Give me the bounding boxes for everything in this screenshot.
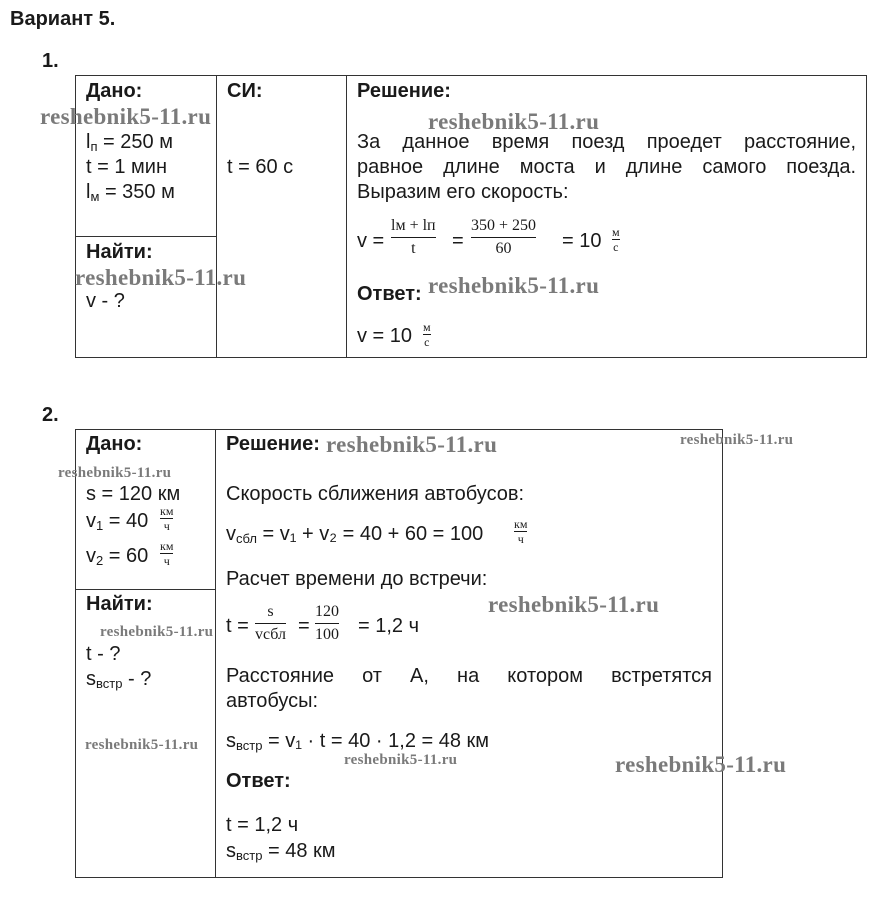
fraction-lengths-over-time: lм + lп t bbox=[391, 217, 436, 257]
given-length-bridge: $l_м = 350$ м bbox=[86, 181, 175, 204]
given-label-2: Дано: bbox=[86, 433, 143, 455]
answer-distance: $s_{встр} = 48$ км bbox=[226, 840, 336, 863]
watermark: reshebnik5-11.ru bbox=[680, 432, 794, 448]
step-3-formula: $s_{встр} = v_1 \cdot t = 40 \cdot 1,2 = 48$ км bbox=[226, 730, 490, 753]
answer-time: t = 1,2 ч bbox=[226, 814, 299, 836]
solution-text-line-1: За данное время поезд проедет расстояние, bbox=[357, 131, 856, 153]
solution-label-2: Решение: bbox=[226, 433, 320, 455]
given-distance: s = 120 км bbox=[86, 483, 181, 505]
watermark: reshebnik5-11.ru bbox=[40, 104, 212, 129]
step-2-text: Расчет времени до встречи: bbox=[226, 568, 488, 590]
watermark: reshebnik5-11.ru bbox=[326, 432, 498, 457]
find-value: v - ? bbox=[86, 290, 125, 312]
watermark: reshebnik5-11.ru bbox=[428, 273, 600, 298]
page-title: Вариант 5. bbox=[10, 8, 116, 30]
unit-m-per-s: м с bbox=[612, 225, 620, 254]
watermark: reshebnik5-11.ru bbox=[615, 752, 787, 777]
answer-unit: м с bbox=[423, 320, 431, 349]
solution-text-line-3: Выразим его скорость: bbox=[357, 181, 569, 203]
given-label: Дано: bbox=[86, 80, 143, 102]
find-meeting-distance: $s_{встр}$ - ? bbox=[86, 668, 152, 691]
given-speed-1-unit: км ч bbox=[160, 504, 174, 533]
si-label: СИ: bbox=[227, 80, 263, 102]
problem-2-number: 2. bbox=[42, 404, 59, 426]
answer-label: Ответ: bbox=[357, 283, 422, 305]
watermark: reshebnik5-11.ru bbox=[344, 752, 458, 768]
fraction-120-over-100: 120 100 bbox=[315, 603, 339, 643]
given-speed-1: $v_1 = 40$ bbox=[86, 510, 149, 533]
step-1-text: Скорость сближения автобусов: bbox=[226, 483, 525, 505]
find-label: Найти: bbox=[86, 241, 153, 263]
step-3-text-line-2: автобусы: bbox=[226, 690, 319, 712]
step-3-text-line-1: Расстояние от А, на котором встретятся bbox=[226, 665, 712, 687]
fraction-numeric: 350 + 250 60 bbox=[471, 217, 537, 257]
si-value: t = 60 с bbox=[227, 156, 294, 178]
given-speed-2: $v_2 = 60$ bbox=[86, 545, 149, 568]
watermark: reshebnik5-11.ru bbox=[488, 592, 660, 617]
watermark: reshebnik5-11.ru bbox=[100, 624, 214, 640]
given-time: t = 1 мин bbox=[86, 156, 167, 178]
step-1-formula: $v_{сбл} = v_1 + v_2 = 40 + 60 = 100$ bbox=[226, 523, 484, 546]
watermark: reshebnik5-11.ru bbox=[58, 465, 172, 481]
step-1-unit: км ч bbox=[514, 517, 528, 546]
watermark: reshebnik5-11.ru bbox=[75, 265, 247, 290]
fraction-s-over-v: s vсбл bbox=[255, 603, 287, 643]
find-time: t - ? bbox=[86, 643, 121, 665]
watermark: reshebnik5-11.ru bbox=[428, 109, 600, 134]
problem-1-number: 1. bbox=[42, 50, 59, 72]
find-label-2: Найти: bbox=[86, 593, 153, 615]
answer-value: v = 10 bbox=[357, 325, 413, 347]
solution-label: Решение: bbox=[357, 80, 451, 102]
solution-text-line-2: равное длине моста и длине самого поезда. bbox=[357, 156, 856, 178]
answer-label-2: Ответ: bbox=[226, 770, 291, 792]
given-length-train: $l_п = 250$ м bbox=[86, 131, 173, 154]
watermark: reshebnik5-11.ru bbox=[85, 737, 199, 753]
given-speed-2-unit: км ч bbox=[160, 539, 174, 568]
